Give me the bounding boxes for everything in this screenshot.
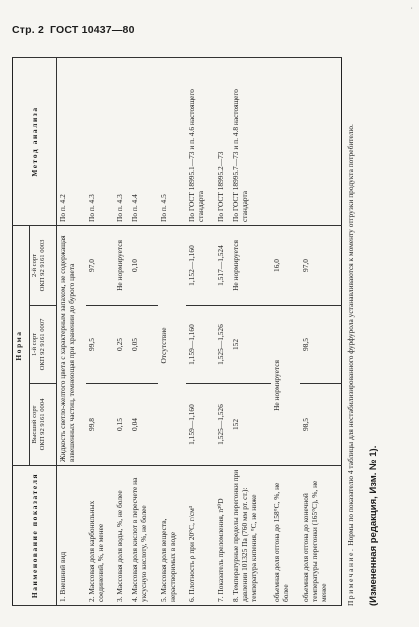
merged-value: Отсутствие (158, 226, 186, 466)
table-row (129, 58, 157, 606)
param-name: 7. Показатель преломления, n²⁰D (215, 466, 231, 606)
grade-name: 1-й сорт (31, 333, 38, 356)
value-cell: Не нормируется (114, 226, 130, 306)
requirements-table (12, 57, 342, 606)
value-cell: 0,25 (114, 306, 130, 384)
value-cell: 0,10 (129, 226, 157, 306)
merged-value: Жидкость светло-желтого цвета с характерным запахом, не содержащая взвешенных частиц, темнеющая при хранении до бурого цвета (56, 226, 85, 466)
col-header-name: Наименование показателя (13, 466, 57, 606)
table-row (114, 58, 130, 606)
value-cell: 1,159—1,160 (186, 306, 214, 384)
method-cell: По ГОСТ 18995.7—73 и п. 4.8 настоящего стандарта (230, 58, 271, 226)
value-cell: 97,0 (300, 226, 342, 306)
param-name: 2. Массовая доля карбонильных соединений, %, не менее (86, 466, 114, 606)
page-number: Стр. 2 (12, 24, 45, 36)
param-name: 8. Температурные пределы перегонки при давлении 101325 Па (760 мм рт. ст.): температура кипения, °С, не ниже (230, 466, 271, 606)
value-cell: 1,525—1,526 (215, 306, 231, 384)
value-cell: 152 (230, 384, 271, 466)
value-cell: 98,5 (300, 306, 342, 384)
value-cell: 98,5 (300, 384, 342, 466)
table-row (86, 58, 114, 606)
method-cell (300, 58, 342, 226)
grade-okp: ОКП 92 9161 0003 (39, 239, 47, 292)
table-row (158, 58, 186, 606)
param-name: 6. Плотность ρ при 20°С, г/см³ (186, 466, 214, 606)
standard-code: ГОСТ 10437—80 (50, 24, 135, 36)
table-row (56, 58, 85, 606)
param-name: 4. Массовая доля кислот в пересчете на уксусную кислоту, %, не более (129, 466, 157, 606)
grade-header (30, 306, 57, 384)
method-cell: По ГОСТ 18995.2—73 (215, 58, 231, 226)
param-name: 5. Массовая доля веществ, нерастворимых в воде (158, 466, 186, 606)
value-cell: 99,8 (86, 384, 114, 466)
note-text: Нормы по показателю 4 таблицы для нестабилизированного фурфурола устанавливаются к моменту отгрузки продукта потребителю. (346, 124, 355, 546)
table-note (346, 58, 355, 606)
value-cell: 1,517—1,524 (215, 226, 231, 306)
grade-okp: ОКП 92 9161 0004 (39, 398, 47, 451)
value-cell: 152 (230, 306, 271, 384)
grade-name: Высший сорт (31, 405, 38, 444)
param-name: 1. Внешний вид (56, 466, 85, 606)
table-row (271, 58, 299, 606)
table-row (230, 58, 271, 606)
grade-okp: ОКП 92 9161 0007 (39, 318, 47, 371)
edition-note: (Измененная редакция, Изм. № 1). (368, 445, 379, 606)
param-name: 3. Массовая доля воды, %, не более (114, 466, 130, 606)
method-cell: По п. 4.2 (56, 58, 85, 226)
table-row (215, 58, 231, 606)
value-cell: 1,159—1,160 (186, 384, 214, 466)
method-cell: По п. 4.3 (114, 58, 130, 226)
merged-value: Не нормируется (271, 306, 299, 466)
table-row (186, 58, 214, 606)
col-header-norm: Норма (13, 226, 30, 466)
method-cell (271, 58, 299, 226)
value-cell: 0,04 (129, 384, 157, 466)
param-name: объемная доля отгона до конечной температуры перегонки (165°С), %, не менее (300, 466, 342, 606)
method-cell: По п. 4.5 (158, 58, 186, 226)
value-cell: 99,5 (86, 306, 114, 384)
value-cell: Не нормируется (230, 226, 271, 306)
value-cell: 0,05 (129, 306, 157, 384)
grade-header (30, 384, 57, 466)
value-cell: 0,15 (114, 384, 130, 466)
value-cell: 97,0 (86, 226, 114, 306)
method-cell: По п. 4.3 (86, 58, 114, 226)
note-label: Примечание. (346, 547, 355, 606)
value-cell: 16,0 (271, 226, 299, 306)
table-row (300, 58, 342, 606)
grade-name: 2-й сорт (31, 254, 38, 277)
param-name: объемная доля отгона до 158°С, %, не более (271, 466, 299, 606)
value-cell: 1,152—1,160 (186, 226, 214, 306)
scan-mark: ˙ (410, 6, 413, 15)
method-cell: По ГОСТ 18995.1—73 и п. 4.6 настоящего стандарта (186, 58, 214, 226)
col-header-method: Метод анализа (13, 58, 57, 226)
value-cell: 1,525—1,526 (215, 384, 231, 466)
rotated-page-content (12, 52, 402, 612)
method-cell: По п. 4.4 (129, 58, 157, 226)
grade-header (30, 226, 57, 306)
page-header (12, 24, 135, 36)
